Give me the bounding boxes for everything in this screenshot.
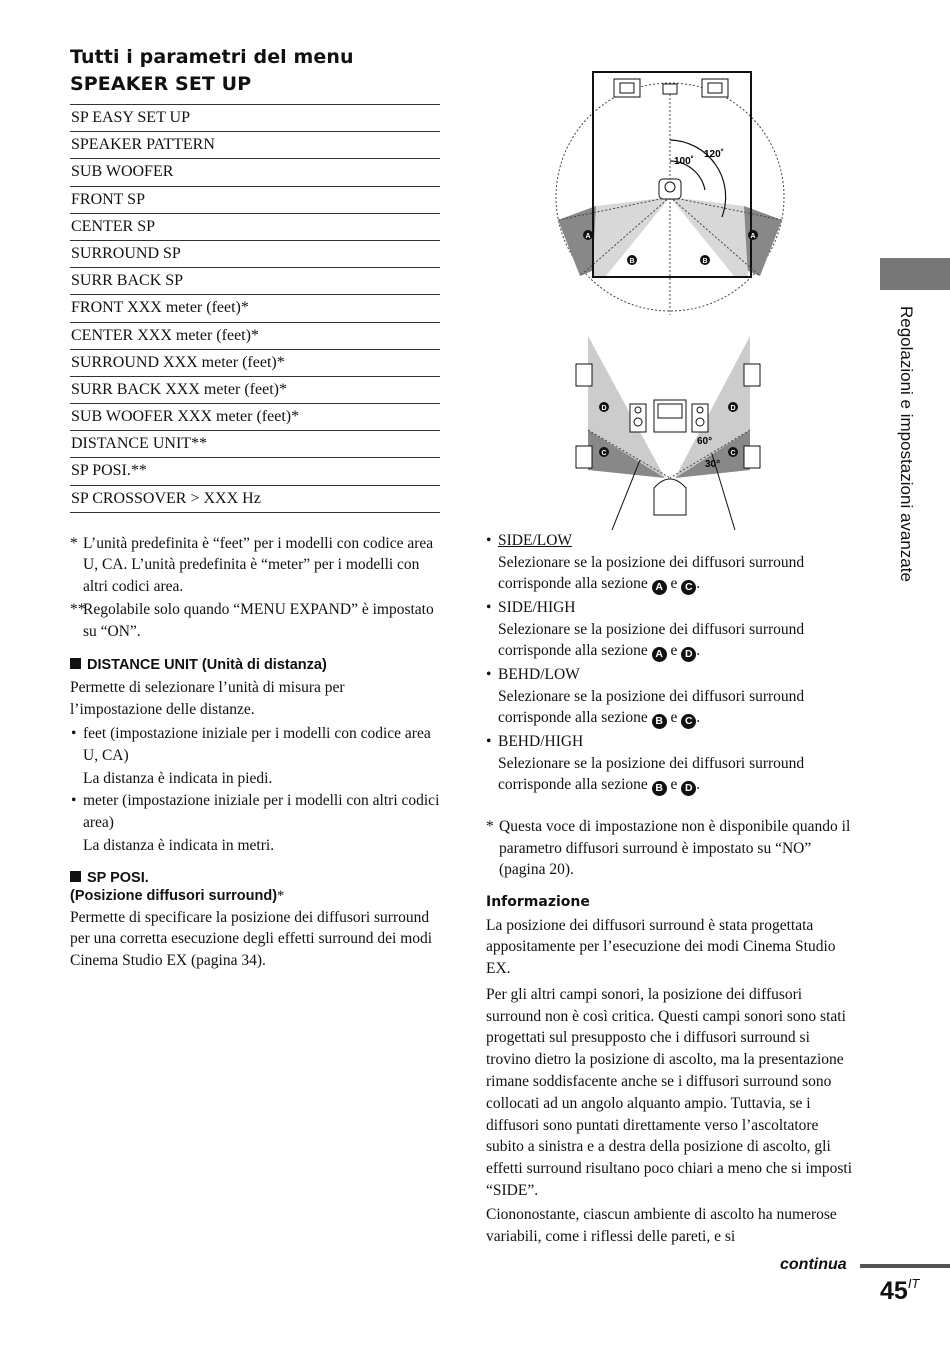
menu-item: CENTER XXX meter (feet)*: [70, 323, 440, 350]
option-description: Selezionare se la posizione dei diffusori surround corrisponde alla sezione B e C .: [498, 688, 805, 727]
menu-item: SP EASY SET UP: [70, 105, 440, 132]
footnote-surround: [486, 816, 856, 881]
zone-badge-icon: D: [681, 781, 696, 796]
footnote-unit: [70, 533, 440, 598]
option-name: BEHD/LOW: [498, 666, 580, 683]
angle-label-100: 100˚: [674, 156, 695, 167]
speaker-position-diagram: [540, 60, 800, 530]
angle-label-30: 30°: [705, 459, 721, 470]
bullet-icon: •: [71, 792, 77, 810]
angle-label-120: 120˚: [704, 149, 725, 160]
zone-badge-icon: B: [652, 781, 667, 796]
zone-label-a: A: [585, 233, 591, 240]
section-title: [70, 44, 440, 98]
option-name: SIDE/HIGH: [498, 599, 576, 616]
info-paragraph: La posizione dei diffusori surround è stata progettata appositamente per l’esecuzione dei modi Cinema Studio EX.: [486, 916, 836, 978]
zone-label-c: C: [601, 450, 607, 457]
continue-label: continua: [780, 1256, 847, 1273]
menu-parameter-table: [70, 104, 440, 513]
zone-badge-icon: C: [681, 714, 696, 729]
footnote-expand: [70, 599, 440, 642]
zone-label-b: B: [629, 258, 635, 265]
square-bullet-icon: [70, 658, 81, 669]
zone-label-d: D: [730, 405, 736, 412]
sp-posi-heading: SP POSI. (Posizione diffusori surround)*: [70, 869, 285, 904]
zone-label-c: C: [730, 450, 736, 457]
square-bullet-icon: [70, 871, 81, 882]
distance-unit-heading: DISTANCE UNIT (Unità di distanza): [70, 656, 440, 674]
footnote-mark: *: [486, 818, 494, 835]
bullet-icon: •: [486, 599, 492, 616]
section-title-line1: Tutti i parametri del menu: [70, 46, 354, 68]
option-description: Selezionare se la posizione dei diffusori surround corrisponde alla sezione A e D .: [498, 621, 805, 660]
chapter-tab: [880, 258, 950, 290]
footnote-mark: **: [70, 601, 86, 619]
zone-label-b: B: [702, 258, 708, 265]
zone-label-a: A: [750, 233, 756, 240]
option-name: SIDE/LOW: [498, 532, 573, 549]
list-item: [486, 597, 856, 662]
zone-badge-icon: A: [652, 580, 667, 595]
menu-item: SURR BACK SP: [70, 268, 440, 295]
bullet-icon: •: [486, 532, 492, 549]
menu-item: SURROUND XXX meter (feet)*: [70, 350, 440, 377]
footnote-text: Regolabile solo quando “MENU EXPAND” è impostato su “ON”.: [83, 601, 434, 640]
option-description: La distanza è indicata in piedi.: [83, 769, 273, 787]
left-column: [70, 44, 440, 972]
menu-item: FRONT XXX meter (feet)*: [70, 295, 440, 322]
zone-badge-icon: C: [681, 580, 696, 595]
footnote-text: L’unità predefinita è “feet” per i modelli con codice area U, CA. L’unità predefinita è “meter” per i modelli con altri codici area.: [83, 534, 434, 595]
sp-posi-intro: Permette di specificare la posizione dei diffusori surround per una corretta esecuzione degli effetti surround dei modi Cinema Studio EX (pagina 34).: [70, 908, 433, 970]
list-item: • meter (impostazione iniziale per i modelli con altri codici area): [71, 792, 440, 832]
menu-item: SPEAKER PATTERN: [70, 132, 440, 159]
menu-item: SURROUND SP: [70, 241, 440, 268]
option-description: Selezionare se la posizione dei diffusori surround corrisponde alla sezione B e D .: [498, 755, 805, 794]
zone-label-d: D: [601, 405, 607, 412]
bullet-icon: •: [71, 724, 77, 742]
distance-intro: Permette di selezionare l’unità di misura per l’impostazione delle distanze.: [70, 679, 345, 719]
menu-item: DISTANCE UNIT**: [70, 431, 440, 458]
menu-item: SUB WOOFER: [70, 159, 440, 186]
list-item: • feet (impostazione iniziale per i modelli con codice area U, CA): [71, 724, 431, 764]
menu-item: CENTER SP: [70, 214, 440, 241]
continue-bar: [860, 1264, 950, 1268]
info-paragraph: Per gli altri campi sonori, la posizione dei diffusori surround non è così critica. Questi campi sonori sono stati progettati sul presupposto che i diffusori surround si trovino dietro la posizione di ascolto, ma la presentazione rimane soddisfacente anche se i diffusori surround sono collocati ad un angolo alquanto ampio. Tuttavia, se i diffusori sono puntati direttamente verso l’ascoltatore subito a sinistra e a destra della posizione di ascolto, gli effetti surround risultano poco chiari a meno che si imposti “SIDE”.: [486, 985, 853, 1200]
plan-view: [556, 72, 784, 315]
footnote-mark: *: [70, 534, 78, 552]
menu-item: SURR BACK XXX meter (feet)*: [70, 377, 440, 404]
list-item: [486, 530, 856, 595]
menu-item: SP POSI.**: [70, 458, 440, 485]
info-paragraph: Ciononostante, ciascun ambiente di ascolto ha numerose variabili, come i riflessi delle pareti, e si: [486, 1205, 837, 1245]
list-item: [486, 664, 856, 729]
option-name: BEHD/HIGH: [498, 733, 584, 750]
bullet-icon: •: [486, 733, 492, 750]
zone-badge-icon: A: [652, 647, 667, 662]
menu-item: FRONT SP: [70, 187, 440, 214]
info-heading: Informazione: [486, 893, 590, 910]
sp-posi-options: [486, 530, 856, 1247]
zone-badge-icon: B: [652, 714, 667, 729]
menu-item: SUB WOOFER XXX meter (feet)*: [70, 404, 440, 431]
angle-label-60: 60°: [697, 436, 713, 447]
menu-item: SP CROSSOVER > XXX Hz: [70, 486, 440, 513]
page-number: $45^{IT}$: [880, 1276, 920, 1305]
section-title-line2: SPEAKER SET UP: [70, 73, 252, 95]
front-view: [576, 336, 760, 530]
option-description: Selezionare se la posizione dei diffusori surround corrisponde alla sezione A e C .: [498, 554, 805, 593]
zone-badge-icon: D: [681, 647, 696, 662]
bullet-icon: •: [486, 666, 492, 683]
list-item: [486, 731, 856, 796]
chapter-tab-label: Regolazioni e impostazioni avanzate: [897, 306, 916, 582]
option-description: La distanza è indicata in metri.: [83, 836, 275, 854]
footnote-text: Questa voce di impostazione non è disponibile quando il parametro diffusori surround è impostato su “NO” (pagina 20).: [499, 818, 851, 878]
